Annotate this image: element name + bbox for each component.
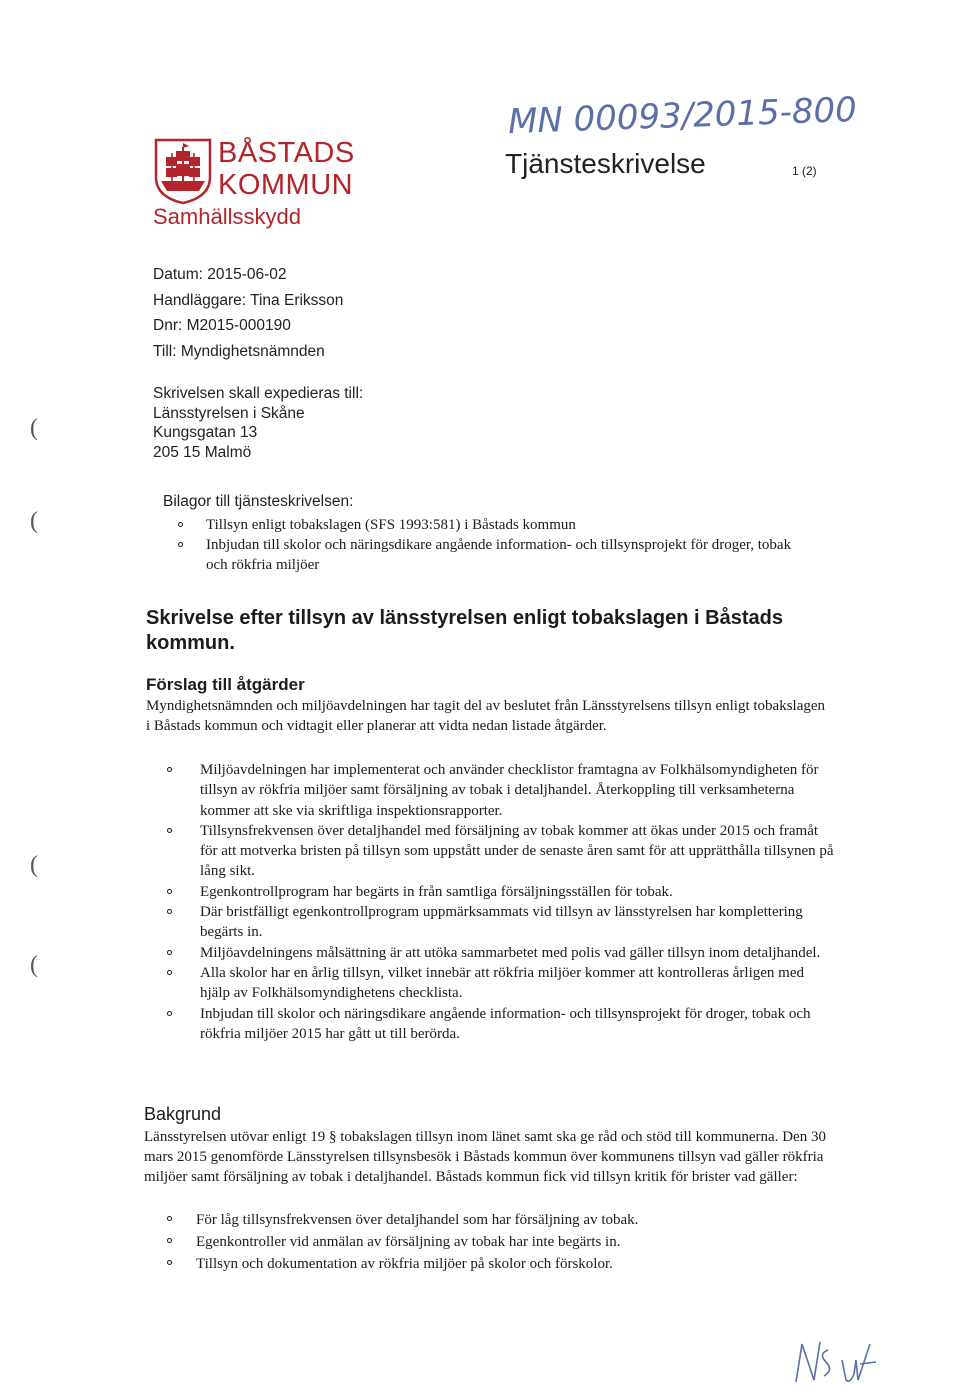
- list-item: [164, 760, 834, 821]
- bullet-icon: [167, 828, 172, 833]
- municipal-crest-ship-icon: [153, 137, 213, 205]
- meta-handler: Handläggare: Tina Eriksson: [153, 291, 344, 309]
- margin-mark: (: [30, 508, 38, 534]
- attachment-text: Tillsyn enligt tobakslagen (SFS 1993:581) i Båstads kommun: [206, 517, 576, 533]
- org-name-line1: BÅSTADS: [218, 137, 355, 169]
- meta-dnr: Dnr: M2015-000190: [153, 317, 291, 334]
- bullet-icon: [167, 1238, 172, 1243]
- bullet-icon: [167, 1216, 172, 1221]
- proposal-item-text: Tillsynsfrekvensen över detaljhandel med försäljning av tobak kommer att ökas under 2015 och framåt för att motverka bristen på tillsyn som uppstått under de senaste åren samt för att upprätthålla tillsynen på lång sikt.: [200, 822, 834, 880]
- proposal-item-text: Miljöavdelningen har implementerat och använder checklistor framtagna av Folkhälsomyndigheten för tillsyn av rökfria miljöer samt försäljning av tobak i detaljhandel. Återkoppling till verksamheterna kommer att ske via skriftliga inspektionsrapporter.: [200, 762, 819, 819]
- document-type-title: Tjänsteskrivelse: [505, 148, 706, 179]
- main-heading: Skrivelse efter tillsyn av länsstyrelsen enligt tobakslagen i Båstads kommun.: [146, 607, 783, 654]
- list-item: [164, 821, 834, 882]
- org-name-line2: KOMMUN: [218, 169, 354, 201]
- handwritten-signature: [790, 1330, 880, 1390]
- bullet-icon: [167, 950, 172, 955]
- list-item: [164, 943, 834, 963]
- page-number: 1 (2): [792, 164, 817, 178]
- proposal-heading: Förslag till åtgärder: [146, 675, 305, 694]
- bullet-icon: [167, 1011, 172, 1016]
- background-text: Länsstyrelsen utövar enligt 19 § tobakslagen tillsyn inom länet samt ska ge råd och stöd till kommunerna. Den 30 mars 2015 genomförde Länsstyrelsen tillsynsbesök i Båstads kommun över kommunens tillsyn vad gäller rökfria miljöer samt försäljning av tobak i detaljhandel. Båstads kommun fick vid tillsyn kritik för brister vad gäller:: [144, 1129, 826, 1185]
- margin-mark: (: [30, 952, 38, 978]
- address-intro: Skrivelsen skall expedieras till:: [153, 385, 364, 402]
- proposal-item-text: Egenkontrollprogram har begärts in från samtliga försäljningsställen för tobak.: [200, 883, 673, 900]
- margin-mark: (: [30, 852, 38, 878]
- document-meta: [153, 262, 343, 364]
- bullet-icon: [178, 542, 183, 547]
- list-item: [164, 1209, 834, 1231]
- address-line: Länsstyrelsen i Skåne: [153, 404, 305, 422]
- bullet-icon: [167, 767, 172, 772]
- bullet-icon: [167, 909, 172, 914]
- list-item: [175, 515, 815, 535]
- delivery-address: [153, 384, 363, 462]
- list-item: [164, 882, 834, 902]
- address-line: Kungsgatan 13: [153, 424, 258, 441]
- margin-mark: (: [30, 415, 38, 441]
- bullet-icon: [167, 970, 172, 975]
- proposal-intro: Myndighetsnämnden och miljöavdelningen har tagit del av beslutet från Länsstyrelsens tillsyn enligt tobakslagen i Båstads kommun och vidtagit eller planerar att vidta nedan listade åtgärder.: [146, 698, 826, 734]
- background-item-text: Egenkontroller vid anmälan av försäljning av tobak har inte begärts in.: [196, 1234, 621, 1250]
- attachments-title: Bilagor till tjänsteskrivelsen:: [163, 493, 354, 510]
- meta-date: Datum: 2015-06-02: [153, 266, 287, 283]
- list-item: [175, 535, 815, 575]
- background-heading: Bakgrund: [144, 1104, 222, 1124]
- proposal-item-text: Där bristfälligt egenkontrollprogram uppmärksammats vid tillsyn av länsstyrelsen har komplettering begärts in.: [200, 904, 803, 941]
- attachments-list: [175, 515, 815, 575]
- org-name: [218, 137, 355, 201]
- list-item: [164, 1231, 834, 1253]
- list-item: [164, 1253, 834, 1275]
- background-item-text: Tillsyn och dokumentation av rökfria miljöer på skolor och förskolor.: [196, 1256, 613, 1272]
- proposal-list: [164, 760, 834, 1044]
- background-item-text: För låg tillsynsfrekvensen över detaljhandel som har försäljning av tobak.: [196, 1212, 639, 1228]
- meta-recipient: Till: Myndighetsnämnden: [153, 342, 325, 360]
- proposal-item-text: Miljöavdelningens målsättning är att utöka sammarbetet med polis vad gäller tillsyn inom detaljhandel.: [200, 944, 821, 961]
- list-item: [164, 1004, 834, 1045]
- attachment-text: Inbjudan till skolor och näringsdikare angående information- och tillsynsprojekt för droger, tobak och rökfria miljöer: [206, 537, 792, 573]
- bullet-icon: [167, 889, 172, 894]
- bullet-icon: [178, 522, 183, 527]
- department-name: Samhällsskydd: [153, 204, 301, 229]
- proposal-item-text: Inbjudan till skolor och näringsdikare angående information- och tillsynsprojekt för droger, tobak och rökfria miljöer 2015 har gått ut till berörda.: [200, 1005, 811, 1042]
- handwritten-registration-stamp: MN 00093/2015-800: [507, 89, 858, 143]
- list-item: [164, 963, 834, 1004]
- bullet-icon: [167, 1260, 172, 1265]
- background-list: [164, 1209, 834, 1275]
- list-item: [164, 902, 834, 943]
- address-line: 205 15 Malmö: [153, 443, 252, 461]
- proposal-item-text: Alla skolor har en årlig tillsyn, vilket innebär att rökfria miljöer kommer att kontrolleras årligen med hjälp av Folkhälsomyndighetens checklista.: [200, 964, 804, 1002]
